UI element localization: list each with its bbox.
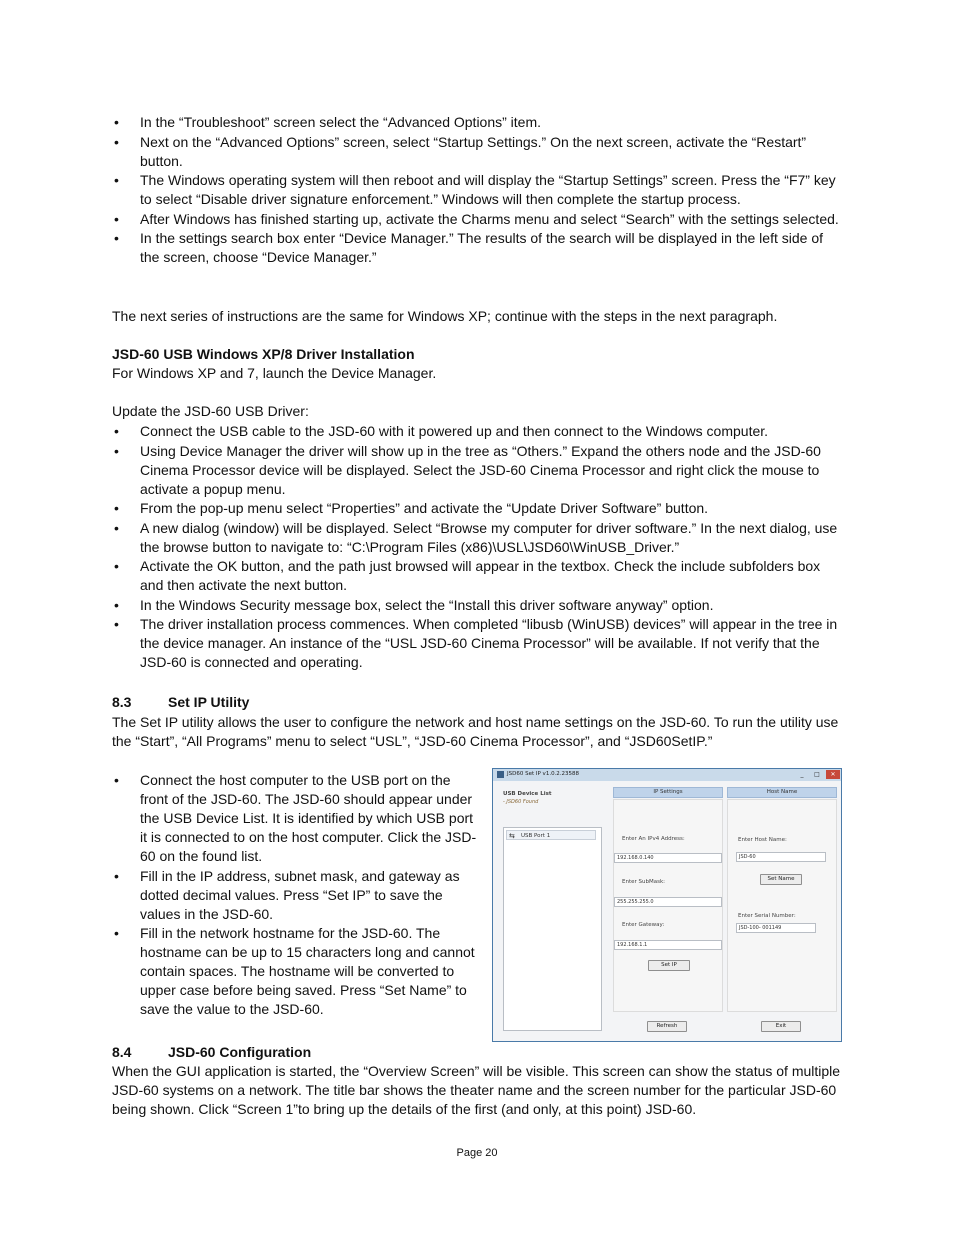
gateway-input[interactable]: 192.168.1.1 [614,940,722,950]
maximize-icon[interactable]: □ [814,771,820,778]
enter-subnet-label: Enter SubMask: [622,879,665,885]
usb-icon: ⇆ [509,832,515,840]
window-title: JSD60 Set IP v1.0.2.23588 [507,771,580,777]
ip-settings-header: IP Settings [613,787,723,798]
list-item: • Fill in the network hostname for the JSD-60. The hostname can be up to 15 characters long and cannot contain spaces. The hostname will be converted to upper case before being saved. Press “Set Name” to save the value to the JSD-60. [112,924,482,1019]
list-item: • A new dialog (window) will be displayed. Select “Browse my computer for driver software.” In the next dialog, use the browse button to navigate to: “C:\Program Files (x86)\USL\JSD60\WinUSB_Driver.” [112,519,844,557]
section-8-3-title: Set IP Utility [168,694,250,710]
minimize-icon[interactable]: _ [800,771,804,778]
list-item: • After Windows has finished starting up, activate the Charms menu and select “Search” with the settings selected. [112,210,844,229]
list-item: • Activate the OK button, and the path just browsed will appear in the textbox. Check the include subfolders box and then activate the next button. [112,557,844,595]
section-8-3-intro: The Set IP utility allows the user to configure the network and host name settings on the JSD-60. To run the utility use the “Start”, “All Programs” menu to select “USL”, “JSD-60 Cinema Processor”, and “JSD60SetIP.” [112,714,839,749]
section-8-4-number: 8.4 [112,1044,132,1060]
list-item: • Connect the host computer to the USB port on the front of the JSD-60. The JSD-60 should appear under the USB Device List. It is identified by which USB port it is connected to on the host computer. Click the JSD-60 on the found list. [112,771,482,866]
window-title-bar [493,769,841,781]
paragraph-next-series: The next series of instructions are the same for Windows XP; continue with the steps in the next paragraph. [112,308,778,324]
setip-steps-list [112,771,482,1020]
host-name-panel [727,799,837,1012]
section-8-4-text: When the GUI application is started, the “Overview Screen” will be visible. This screen can show the status of multiple JSD-60 systems on a network. The title bar shows the theater name and the screen number for the particular JSD-60 being shown. Click “Screen 1”to bring up the details of the first (and only, at this point) JSD-60. [112,1063,841,1117]
page-number: Page 20 [456,1147,498,1159]
list-item: • Next on the “Advanced Options” screen, select “Startup Settings.” On the next screen, activate the “Restart” button. [112,133,844,171]
driver-section-intro: For Windows XP and 7, launch the Device Manager. [112,365,437,381]
subnet-mask-input[interactable]: 255.255.255.0 [614,897,722,907]
host-name-header: Host Name [727,787,837,798]
list-item: • The driver installation process commences. When completed “libusb (WinUSB) devices” will appear in the tree in the device manager. An instance of the “USL JSD-60 Cinema Processor” will be available. If not verify that the JSD-60 is connected and operating. [112,615,844,672]
enter-ip-label: Enter An IPv4 Address: [622,836,685,842]
list-item: • The Windows operating system will then reboot and will display the “Startup Settings” screen. Press the “F7” key to select “Disable driver signature enforcement.” Windows will then complete the startup process. [112,171,844,209]
found-label: - JSD60 Found [503,799,539,805]
usb-port-item[interactable] [506,830,596,840]
setip-window-screenshot [492,768,842,1042]
enter-serial-label: Enter Serial Number: [738,913,796,919]
enter-gateway-label: Enter Gateway: [622,922,665,928]
usb-port-label: USB Port 1 [521,833,551,839]
ip-settings-panel [613,799,723,1012]
ip-address-input[interactable]: 192.168.0.140 [614,853,722,863]
list-item: • Connect the USB cable to the JSD-60 with it powered up and then connect to the Windows computer. [112,422,844,441]
usb-device-list[interactable] [503,827,602,1031]
list-item: • In the Windows Security message box, select the “Install this driver software anyway” option. [112,596,844,615]
set-ip-button[interactable]: Set IP [648,960,690,971]
exit-button[interactable]: Exit [761,1021,801,1032]
section-8-3-number: 8.3 [112,694,132,710]
usb-device-list-label: USB Device List [503,791,552,797]
list-item: • Fill in the IP address, subnet mask, and gateway as dotted decimal values. Press “Set IP” to save the values in the JSD-60. [112,867,482,924]
enter-host-label: Enter Host Name: [738,837,787,843]
list-item: • From the pop-up menu select “Properties” and activate the “Update Driver Software” button. [112,499,844,518]
app-icon [497,771,504,778]
driver-steps-list [112,422,844,673]
refresh-button[interactable]: Refresh [647,1021,687,1032]
update-driver-label: Update the JSD-60 USB Driver: [112,403,309,419]
serial-number-input[interactable]: JSD-100- 001149 [736,923,816,933]
set-name-button[interactable]: Set Name [760,874,802,885]
section-8-4-title: JSD-60 Configuration [168,1044,312,1060]
windows8-steps-list [112,113,844,268]
host-name-input[interactable]: JSD-60 [736,852,826,862]
driver-section-heading: JSD-60 USB Windows XP/8 Driver Installation [112,346,415,362]
list-item: • In the “Troubleshoot” screen select the “Advanced Options” item. [112,113,844,132]
list-item: • In the settings search box enter “Device Manager.” The results of the search will be displayed in the left side of the screen, choose “Device Manager.” [112,229,844,267]
close-icon[interactable]: ✕ [826,770,840,779]
list-item: • Using Device Manager the driver will show up in the tree as “Others.” Expand the others node and the JSD-60 Cinema Processor device will be displayed. Select the JSD-60 Cinema Processor and right click the mouse to activate a popup menu. [112,442,844,499]
